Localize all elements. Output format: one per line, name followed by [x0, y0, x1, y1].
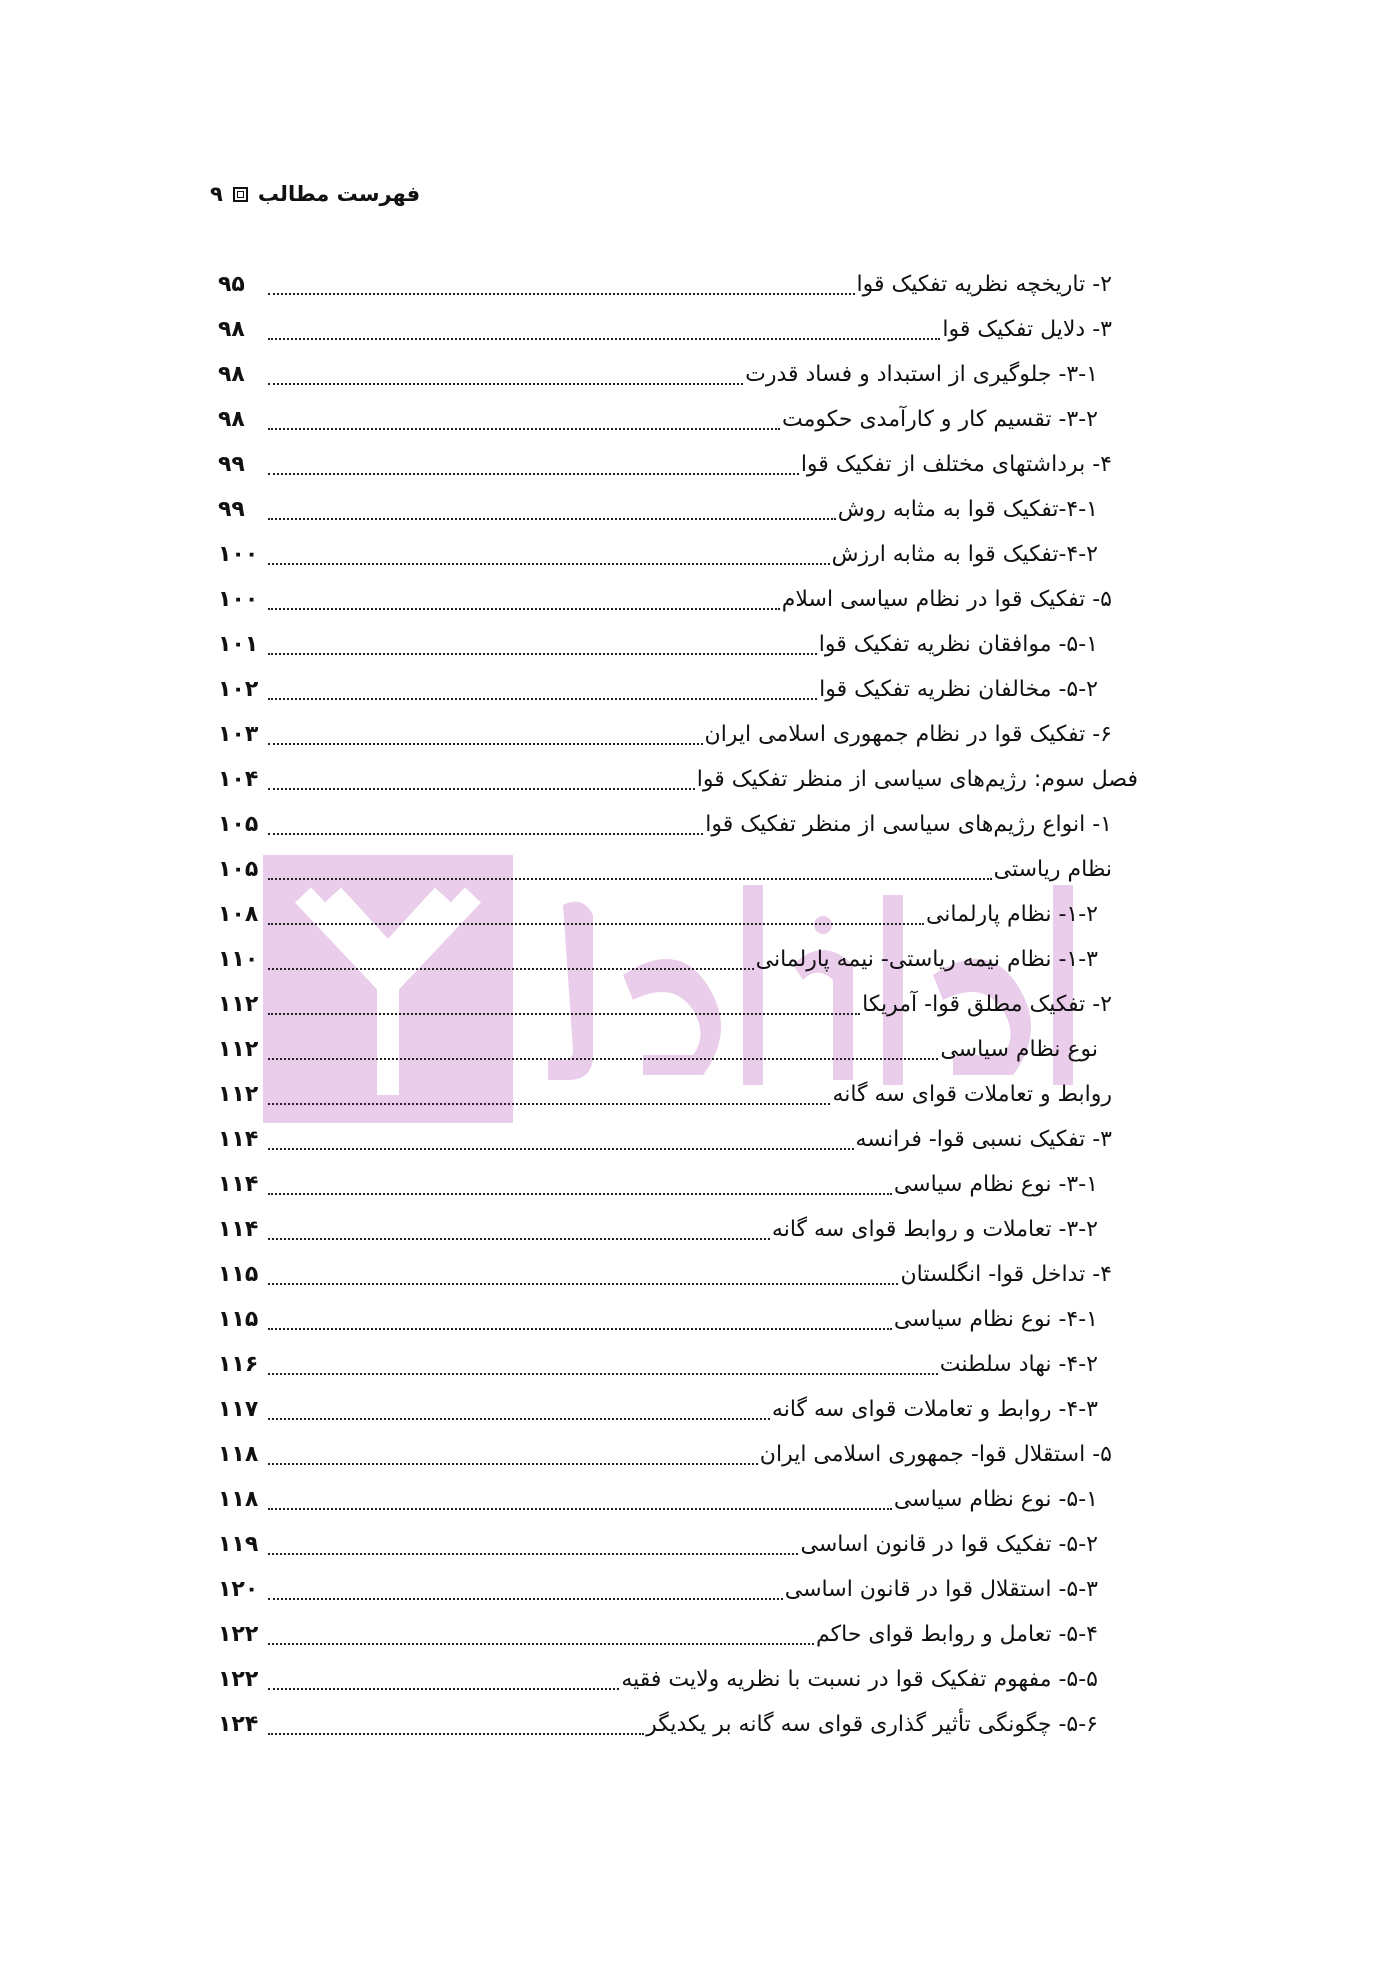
- toc-leader-dots: [268, 652, 817, 655]
- toc-leader-dots: [268, 787, 695, 790]
- toc-leader-dots: [268, 337, 940, 340]
- toc-leader-dots: [268, 607, 780, 610]
- toc-entry: [218, 1297, 1138, 1342]
- toc-entry-page-number: ۱۰۲: [218, 677, 259, 702]
- toc-entry-page-number: ۱۱۲: [218, 1082, 259, 1107]
- toc-entry-page-number: ۱۱۵: [218, 1262, 259, 1287]
- toc-entry: [218, 352, 1138, 397]
- toc-entry-page-number: ۱۱۴: [218, 1127, 259, 1152]
- toc-entry-title: ۱-۲- نظام پارلمانی: [925, 902, 1098, 927]
- toc-entry: [218, 577, 1138, 622]
- toc-entry-page-number: ۱۱۷: [218, 1397, 259, 1422]
- toc-leader-dots: [268, 1597, 783, 1600]
- square-box-icon: [233, 187, 248, 202]
- toc-entry-page-number: ۱۰۸: [218, 902, 259, 927]
- toc-leader-dots: [268, 1327, 892, 1330]
- toc-leader-dots: [268, 1057, 938, 1060]
- toc-leader-dots: [268, 1462, 758, 1465]
- toc-entry-title: ۴-۲- نهاد سلطنت: [939, 1352, 1098, 1377]
- toc-leader-dots: [268, 1642, 814, 1645]
- toc-leader-dots: [268, 1282, 898, 1285]
- toc-entry-title: ۵-۵- مفهوم تفکیک قوا در نسبت با نظریه ولایت فقیه: [621, 1667, 1098, 1692]
- toc-entry-title: ۵-۲- مخالفان نظریه تفکیک قوا: [819, 677, 1098, 702]
- toc-entry-title: روابط و تعاملات قوای سه گانه: [832, 1082, 1112, 1107]
- toc-entry: [218, 1657, 1138, 1702]
- toc-leader-dots: [268, 1012, 860, 1015]
- toc-entry-page-number: ۱۰۵: [218, 857, 259, 882]
- toc-leader-dots: [268, 1732, 644, 1735]
- toc-entry-title: ۵- تفکیک قوا در نظام سیاسی اسلام: [781, 587, 1112, 612]
- toc-entry: [218, 307, 1138, 352]
- toc-entry-page-number: ۱۲۲: [218, 1667, 259, 1692]
- toc-entry: [218, 712, 1138, 757]
- toc-entry-page-number: ۱۱۸: [218, 1487, 259, 1512]
- toc-leader-dots: [268, 562, 830, 565]
- toc-leader-dots: [268, 967, 754, 970]
- toc-entry-title: ۴- تداخل قوا- انگلستان: [900, 1262, 1112, 1287]
- toc-entry-title: ۴-۲-تفکیک قوا به مثابه ارزش: [831, 542, 1098, 567]
- toc-leader-dots: [268, 697, 817, 700]
- toc-entry: [218, 1342, 1138, 1387]
- toc-entry-page-number: ۱۱۸: [218, 1442, 259, 1467]
- toc-entry: [218, 1387, 1138, 1432]
- toc-entry: [218, 1477, 1138, 1522]
- toc-entry: [218, 1027, 1138, 1072]
- toc-entry: [218, 802, 1138, 847]
- header-page-number: ۹: [210, 182, 223, 206]
- toc-entry-title: ۲- تاریخچه نظریه تفکیک قوا: [856, 272, 1112, 297]
- toc-entry-title: ۵-۳- استقلال قوا در قانون اساسی: [784, 1577, 1098, 1602]
- toc-entry: [218, 937, 1138, 982]
- toc-entry-title: ۳- تفکیک نسبی قوا- فرانسه: [855, 1127, 1112, 1152]
- toc-leader-dots: [268, 1552, 798, 1555]
- toc-entry-page-number: ۱۰۰: [218, 542, 259, 567]
- toc-entry-title: ۳-۱- نوع نظام سیاسی: [893, 1172, 1098, 1197]
- toc-entry: [218, 1612, 1138, 1657]
- toc-entry: [218, 1567, 1138, 1612]
- toc-entry-page-number: ۱۰۴: [218, 767, 259, 792]
- toc-leader-dots: [268, 1102, 830, 1105]
- toc-leader-dots: [268, 1237, 770, 1240]
- toc-entry-title: نظام ریاستی: [993, 857, 1112, 882]
- toc-entry-title: ۵-۱- موافقان نظریه تفکیک قوا: [818, 632, 1098, 657]
- toc-entry-page-number: ۱۰۳: [218, 722, 259, 747]
- toc-entry-page-number: ۹۵: [218, 272, 245, 297]
- toc-leader-dots: [268, 1147, 854, 1150]
- toc-entry-page-number: ۱۲۰: [218, 1577, 259, 1602]
- toc-entry: [218, 1702, 1138, 1747]
- toc-entry-page-number: ۱۱۵: [218, 1307, 259, 1332]
- toc-leader-dots: [268, 517, 836, 520]
- toc-entry-title: فصل سوم: رژیم‌های سیاسی از منظر تفکیک قوا: [696, 767, 1138, 792]
- toc-entry: [218, 1252, 1138, 1297]
- toc-leader-dots: [268, 877, 992, 880]
- toc-entry-title: ۶- تفکیک قوا در نظام جمهوری اسلامی ایران: [704, 722, 1112, 747]
- toc-entry-title: ۴-۱-تفکیک قوا به مثابه روش: [837, 497, 1098, 522]
- toc-leader-dots: [268, 472, 799, 475]
- toc-entry-page-number: ۱۰۰: [218, 587, 259, 612]
- toc-entry-title: ۳- دلایل تفکیک قوا: [942, 317, 1112, 342]
- toc-entry: [218, 262, 1138, 307]
- toc-entry-page-number: ۱۲۴: [218, 1712, 259, 1737]
- toc-entry-page-number: ۱۰۱: [218, 632, 259, 657]
- toc-entry-page-number: ۱۱۴: [218, 1217, 259, 1242]
- toc-entry: [218, 1432, 1138, 1477]
- toc-entry-title: ۳-۱- جلوگیری از استبداد و فساد قدرت: [745, 362, 1098, 387]
- toc-entry-page-number: ۹۸: [218, 317, 245, 342]
- toc-entry: [218, 982, 1138, 1027]
- toc-leader-dots: [268, 922, 924, 925]
- toc-entry-title: نوع نظام سیاسی: [940, 1037, 1098, 1062]
- header-title: فهرست مطالب: [257, 182, 421, 206]
- toc-leader-dots: [268, 742, 703, 745]
- toc-leader-dots: [268, 382, 743, 385]
- toc-entry-page-number: ۱۱۰: [218, 947, 259, 972]
- toc-entry: [218, 532, 1138, 577]
- toc-entry-page-number: ۹۹: [218, 452, 245, 477]
- toc-entry: [218, 622, 1138, 667]
- toc-entry-page-number: ۱۱۴: [218, 1172, 259, 1197]
- toc-entry: [218, 1207, 1138, 1252]
- toc-entry-page-number: ۹۸: [218, 407, 245, 432]
- toc-entry-title: ۴- برداشتهای مختلف از تفکیک قوا: [800, 452, 1112, 477]
- running-header: [210, 182, 420, 206]
- toc-entry: [218, 847, 1138, 892]
- toc-entry-page-number: ۱۰۵: [218, 812, 259, 837]
- toc-entry-title: ۵-۶- چگونگی تأثیر گذاری قوای سه گانه بر یکدیگر: [646, 1712, 1098, 1737]
- toc-entry: [218, 1522, 1138, 1567]
- toc-leader-dots: [268, 1507, 892, 1510]
- toc-entry-page-number: ۹۹: [218, 497, 245, 522]
- toc-entry: [218, 892, 1138, 937]
- toc-entry-title: ۵-۱- نوع نظام سیاسی: [893, 1487, 1098, 1512]
- toc-leader-dots: [268, 1372, 938, 1375]
- toc-entry-page-number: ۱۱۹: [218, 1532, 259, 1557]
- toc-leader-dots: [268, 832, 703, 835]
- toc-entry: [218, 397, 1138, 442]
- toc-entry-title: ۵-۴- تعامل و روابط قوای حاکم: [816, 1622, 1098, 1647]
- toc-entry-title: ۴-۱- نوع نظام سیاسی: [893, 1307, 1098, 1332]
- toc-entry: [218, 1117, 1138, 1162]
- toc-entry-title: ۵- استقلال قوا- جمهوری اسلامی ایران: [759, 1442, 1112, 1467]
- toc-leader-dots: [268, 1417, 770, 1420]
- toc-entry-page-number: ۱۱۶: [218, 1352, 259, 1377]
- toc-entry: [218, 1162, 1138, 1207]
- toc-entry: [218, 1072, 1138, 1117]
- toc-entry-page-number: ۱۲۲: [218, 1622, 259, 1647]
- toc-entry-title: ۱-۳- نظام نیمه ریاستی- نیمه پارلمانی: [755, 947, 1098, 972]
- toc-entry: [218, 442, 1138, 487]
- toc-entry-title: ۳-۲- تقسیم کار و کارآمدی حکومت: [781, 407, 1098, 432]
- toc-leader-dots: [268, 292, 855, 295]
- toc-entry: [218, 487, 1138, 532]
- toc-leader-dots: [268, 427, 780, 430]
- toc-leader-dots: [268, 1687, 619, 1690]
- toc-entry: [218, 757, 1138, 802]
- toc-entry-title: ۳-۲- تعاملات و روابط قوای سه گانه: [771, 1217, 1098, 1242]
- table-of-contents: [218, 262, 1138, 1747]
- toc-entry-title: ۴-۳- روابط و تعاملات قوای سه گانه: [771, 1397, 1098, 1422]
- toc-entry-page-number: ۱۱۲: [218, 992, 259, 1017]
- toc-entry: [218, 667, 1138, 712]
- toc-entry-page-number: ۱۱۲: [218, 1037, 259, 1062]
- toc-entry-title: ۱- انواع رژیم‌های سیاسی از منظر تفکیک قوا: [705, 812, 1112, 837]
- toc-entry-page-number: ۹۸: [218, 362, 245, 387]
- toc-entry-title: ۲- تفکیک مطلق قوا- آمریکا: [862, 992, 1112, 1017]
- toc-leader-dots: [268, 1192, 892, 1195]
- toc-entry-title: ۵-۲- تفکیک قوا در قانون اساسی: [800, 1532, 1098, 1557]
